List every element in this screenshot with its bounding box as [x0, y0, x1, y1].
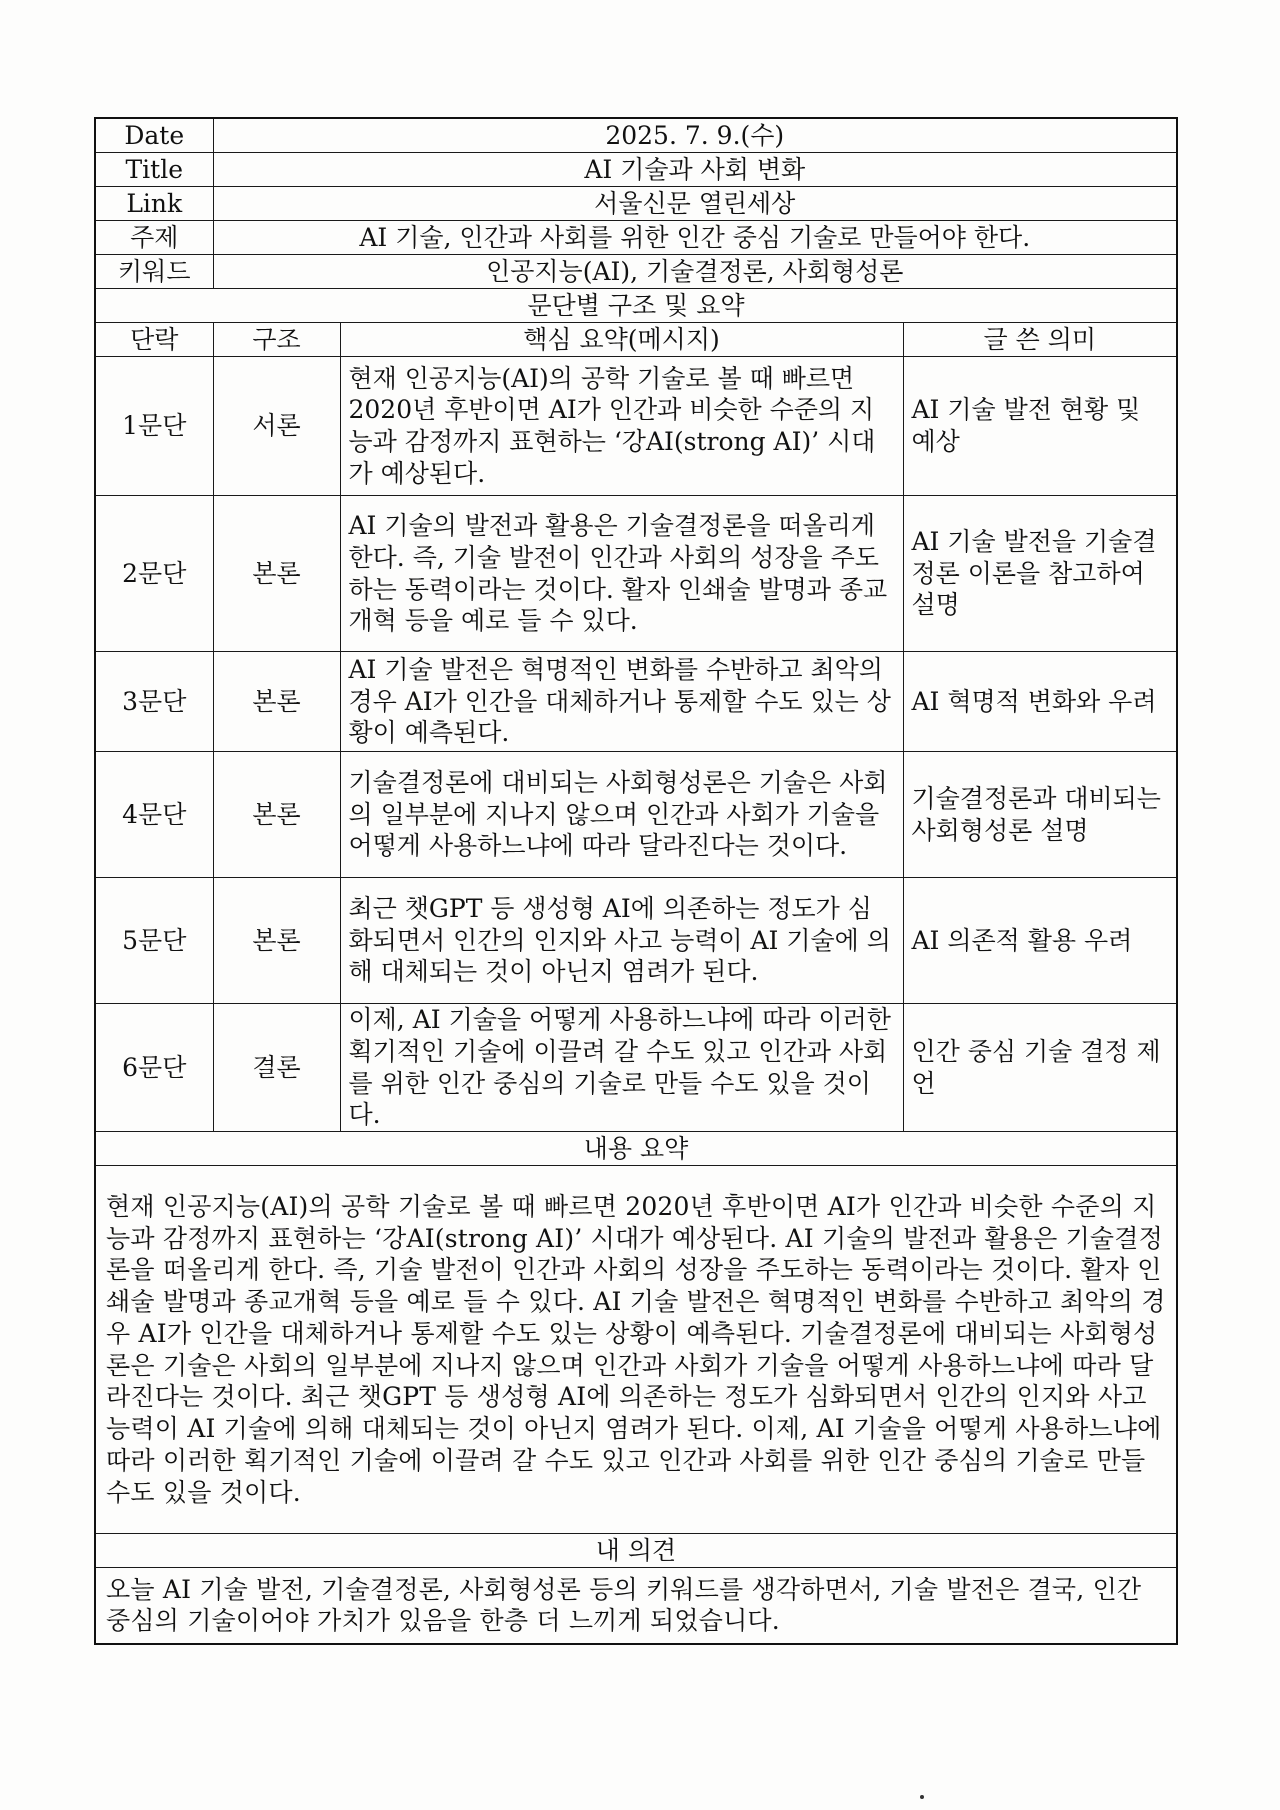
keyword-label: 키워드 [95, 255, 213, 289]
link-label: Link [95, 187, 213, 221]
title-label: Title [95, 153, 213, 187]
paragraph-cell: 2문단 [95, 496, 213, 652]
content-summary-row [95, 1166, 1177, 1534]
summary-text: AI 기술 발전은 혁명적인 변화를 수반하고 최악의 경우 AI가 인간을 대체하거나 통제할 수도 있는 상황이 예측된다. [348, 654, 891, 748]
link-value: 서울신문 열린세상 [213, 187, 1177, 221]
meaning-text: AI 혁명적 변화와 우려 [911, 686, 1157, 716]
summary-text: 이제, AI 기술을 어떻게 사용하느냐에 따라 이러한 획기적인 기술에 이끌려 갈 수도 있고 인간과 사회를 위한 인간 중심의 기술로 만들 수도 있을 것이다. [348, 1005, 891, 1130]
summary-text: 최근 챗GPT 등 생성형 AI에 의존하는 정도가 심화되면서 인간의 인지와 사고 능력이 AI 기술에 의해 대체되는 것이 아닌지 염려가 된다. [348, 893, 891, 987]
page-speck [920, 1795, 924, 1799]
structure-cell: 결론 [213, 1004, 340, 1132]
title-row [95, 153, 1177, 187]
meaning-cell [903, 752, 1177, 878]
meaning-text: AI 기술 발전 현황 및 예상 [911, 395, 1141, 456]
content-summary-text: 현재 인공지능(AI)의 공학 기술로 볼 때 빠르면 2020년 후반이면 AI가 인간과 비슷한 수준의 지능과 감정까지 표현하는 ‘강AI(strong AI)’ 시대가 예상된다. AI 기술의 발전과 활용은 기술결정론을 떠올리게 한다. 즉, 기술 발전이 인간과 사회의 성장을 주도하는 동력이라는 것이다. 활자 인쇄술 발명과 종교개혁 등을 예로 들 수 있다. AI 기술 발전은 혁명적인 변화를 수반하고 최악의 경우 AI가 인간을 대체하거나 통제할 수도 있는 상황이 예측된다. 기술결정론에 대비되는 사회형성론은 기술은 사회의 일부분에 지나지 않으며 인간과 사회가 기술을 어떻게 사용하느냐에 따라 달라진다는 것이다. 최근 챗GPT 등 생성형 AI에 의존하는 정도가 심화되면서 인간의 인지와 사고 능력이 AI 기술에 의해 대체되는 것이 아닌지 염려가 된다. 이제, AI 기술을 어떻게 사용하느냐에 따라 이러한 획기적인 기술에 이끌려 갈 수도 있고 인간과 사회를 위한 인간 중심의 기술로 만들 수도 있을 것이다. [95, 1166, 1177, 1534]
summary-cell [340, 752, 903, 878]
structure-section-title: 문단별 구조 및 요약 [95, 289, 1177, 323]
opinion-title-row [95, 1534, 1177, 1568]
table-row [95, 752, 1177, 878]
structure-cell: 서론 [213, 357, 340, 496]
structure-header-row [95, 323, 1177, 357]
topic-row [95, 221, 1177, 255]
meaning-cell [903, 878, 1177, 1004]
link-row [95, 187, 1177, 221]
table-row [95, 878, 1177, 1004]
header-paragraph: 단락 [95, 323, 213, 357]
paragraph-cell: 6문단 [95, 1004, 213, 1132]
structure-cell: 본론 [213, 652, 340, 752]
summary-cell [340, 878, 903, 1004]
opinion-text: 오늘 AI 기술 발전, 기술결정론, 사회형성론 등의 키워드를 생각하면서, 기술 발전은 결국, 인간 중심의 기술이어야 가치가 있음을 한층 더 느끼게 되었습니다. [95, 1568, 1177, 1644]
meaning-text: AI 의존적 활용 우려 [911, 925, 1133, 955]
structure-cell: 본론 [213, 496, 340, 652]
table-row [95, 652, 1177, 752]
content-summary-title-row [95, 1132, 1177, 1166]
report-table [94, 117, 1178, 1645]
meaning-cell [903, 1004, 1177, 1132]
table-row [95, 496, 1177, 652]
topic-value: AI 기술, 인간과 사회를 위한 인간 중심 기술로 만들어야 한다. [213, 221, 1177, 255]
summary-cell [340, 357, 903, 496]
summary-cell [340, 496, 903, 652]
meaning-cell [903, 357, 1177, 496]
title-value: AI 기술과 사회 변화 [213, 153, 1177, 187]
summary-text: 현재 인공지능(AI)의 공학 기술로 볼 때 빠르면 2020년 후반이면 AI가 인간과 비슷한 수준의 지능과 감정까지 표현하는 ‘강AI(strong AI)’ 시대가 예상된다. [348, 363, 876, 488]
structure-cell: 본론 [213, 752, 340, 878]
summary-text: 기술결정론에 대비되는 사회형성론은 기술은 사회의 일부분에 지나지 않으며 인간과 사회가 기술을 어떻게 사용하느냐에 따라 달라진다는 것이다. [348, 767, 888, 861]
meaning-cell [903, 652, 1177, 752]
paragraph-cell: 4문단 [95, 752, 213, 878]
date-label: Date [95, 118, 213, 153]
header-meaning: 글 쓴 의미 [903, 323, 1177, 357]
opinion-title: 내 의견 [95, 1534, 1177, 1568]
keyword-row [95, 255, 1177, 289]
paragraph-cell: 5문단 [95, 878, 213, 1004]
topic-label: 주제 [95, 221, 213, 255]
paragraph-cell: 3문단 [95, 652, 213, 752]
structure-cell: 본론 [213, 878, 340, 1004]
date-row [95, 118, 1177, 153]
summary-cell [340, 652, 903, 752]
summary-text: AI 기술의 발전과 활용은 기술결정론을 떠올리게 한다. 즉, 기술 발전이 인간과 사회의 성장을 주도하는 동력이라는 것이다. 활자 인쇄술 발명과 종교개혁 등을 예로 들 수 있다. [348, 511, 888, 636]
summary-cell [340, 1004, 903, 1132]
table-row [95, 357, 1177, 496]
date-value: 2025. 7. 9.(수) [213, 118, 1177, 153]
meaning-text: 인간 중심 기술 결정 제언 [911, 1036, 1161, 1098]
header-structure: 구조 [213, 323, 340, 357]
content-summary-title: 내용 요약 [95, 1132, 1177, 1166]
opinion-row [95, 1568, 1177, 1644]
header-summary: 핵심 요약(메시지) [340, 323, 903, 357]
meaning-cell [903, 496, 1177, 652]
paragraph-cell: 1문단 [95, 357, 213, 496]
meaning-text: 기술결정론과 대비되는 사회형성론 설명 [911, 783, 1161, 845]
meaning-text: AI 기술 발전을 기술결정론 이론을 참고하여 설명 [911, 526, 1157, 620]
keyword-value: 인공지능(AI), 기술결정론, 사회형성론 [213, 255, 1177, 289]
table-row [95, 1004, 1177, 1132]
structure-section-row [95, 289, 1177, 323]
